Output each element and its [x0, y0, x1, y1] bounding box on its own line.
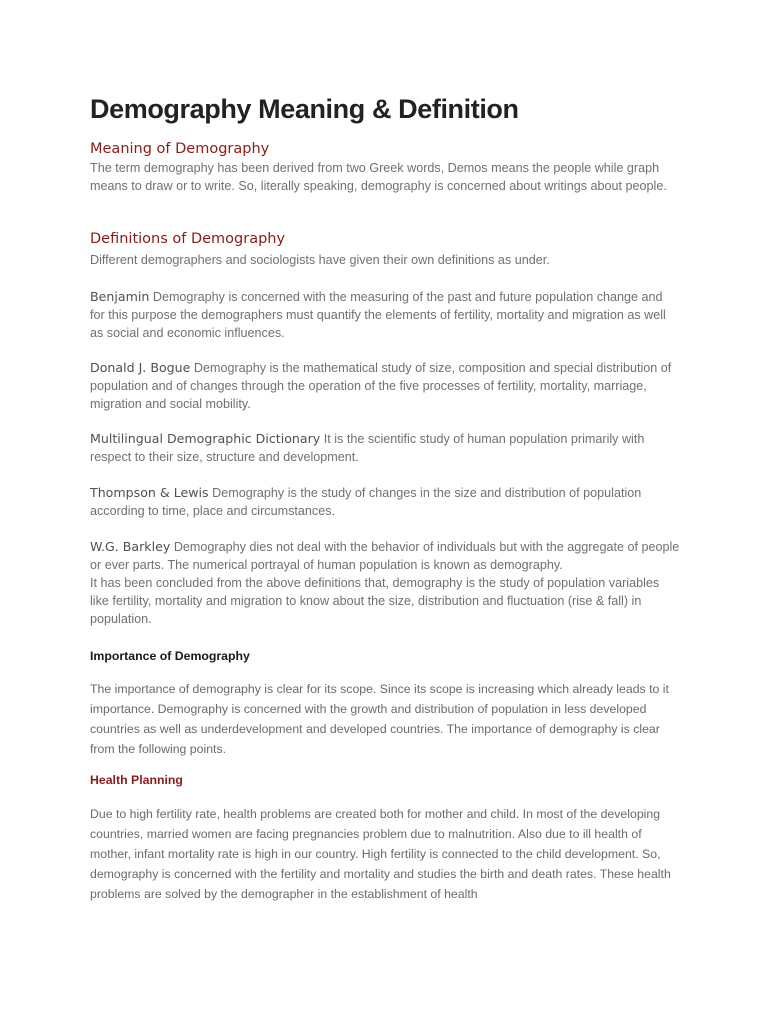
meaning-heading: Meaning of Demography — [90, 141, 270, 157]
health-planning-paragraph: Due to high fertility rate, health problems are created both for mother and child. In most of the developing countries, married women are facing pregnancies problem due to malnutrition. Also due to ill health of mother, infant mortality rate is high in our country. High fertility is connected to the child development. So, demography is concerned with the fertility and mortality and studies the birth and death rates. These health problems are solved by the demographer in the establishment of health — [90, 807, 671, 901]
definition-text: Demography dies not deal with the behavior of individuals but with the aggregate of people or ever parts. The numerical portrayal of human population is known as demography. — [90, 540, 680, 572]
definition-author: Donald J. Bogue — [90, 360, 191, 375]
definition-multilingual-dictionary — [90, 430, 680, 466]
meaning-paragraph: The term demography has been derived from two Greek words, Demos means the people while graph means to draw or to write. So, literally speaking, demography is concerned about writings about people. — [90, 161, 667, 193]
definitions-conclusion: It has been concluded from the above definitions that, demography is the study of population variables like fertility, mortality and migration to know about the size, distribution and fluctuation (rise & fall) in population. — [90, 576, 660, 626]
definition-text: It is the scientific study of human population primarily with respect to their size, structure and development. — [90, 432, 645, 464]
definition-bogue — [90, 359, 680, 413]
definition-thompson-lewis — [90, 484, 680, 520]
definitions-intro: Different demographers and sociologists have given their own definitions as under. — [90, 253, 550, 267]
definition-author: Thompson & Lewis — [90, 485, 209, 500]
definition-text: Demography is the study of changes in the size and distribution of population according to time, place and circumstances. — [90, 486, 642, 518]
definition-text: Demography is concerned with the measuring of the past and future population change and for this purpose the demographers must quantify the elements of fertility, mortality and migration as well as social and economic influences. — [90, 290, 666, 340]
importance-heading: Importance of Demography — [90, 649, 250, 663]
health-planning-heading: Health Planning — [90, 773, 183, 787]
definitions-heading: Definitions of Demography — [90, 231, 286, 247]
definition-author: Multilingual Demographic Dictionary — [90, 431, 321, 446]
definition-benjamin — [90, 288, 680, 342]
importance-paragraph: The importance of demography is clear for its scope. Since its scope is increasing which already leads to it importance. Demography is concerned with the growth and distribution of population in less developed countries as well as underdevelopment and developed countries. The importance of demography is clear from the following points. — [90, 682, 669, 756]
page-title: Demography Meaning & Definition — [90, 94, 519, 124]
definition-author: Benjamin — [90, 289, 150, 304]
definition-barkley — [90, 538, 680, 628]
definition-author: W.G. Barkley — [90, 539, 171, 554]
definition-text: Demography is the mathematical study of size, composition and special distribution of population and of changes through the operation of the five processes of fertility, mortality, marriage, migration and social mobility. — [90, 361, 672, 411]
